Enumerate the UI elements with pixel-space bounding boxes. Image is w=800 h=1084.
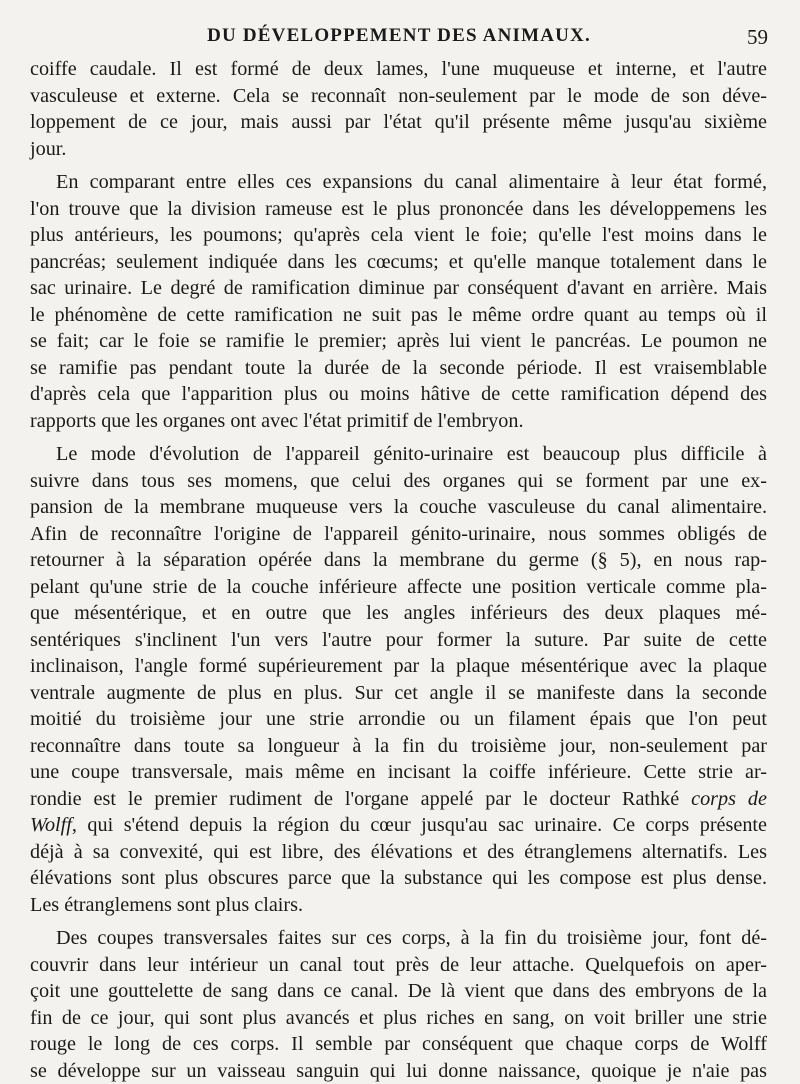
running-title: DU DÉVELOPPEMENT DES ANIMAUX.	[30, 25, 768, 47]
page-header	[30, 25, 768, 55]
text-line: élévations sont plus obscures parce que la substance qui les compose est plus dense.	[30, 865, 767, 892]
italic-term: Wolff	[30, 814, 72, 836]
text-line: une coupe transversale, mais même en incisant la coiffe inférieure. Cette strie ar-	[30, 759, 767, 786]
text-fragment: , qui s'étend depuis la région du cœur jusqu'au sac urinaire. Ce corps présente	[72, 814, 767, 836]
text-line: se développe sur un vaisseau sanguin qui lui donne naissance, quoique je n'aie pas	[30, 1058, 767, 1084]
text-line: retourner à la séparation opérée dans la membrane du germe (§ 5), en nous rap-	[30, 547, 767, 574]
text-fragment: rondie est le premier rudiment de l'organe appelé par le docteur Rathké	[30, 788, 691, 810]
paragraph-4	[30, 925, 767, 1084]
text-line: inclinaison, l'angle formé supérieurement par la plaque mésentérique avec la plaque	[30, 653, 767, 680]
text-line: jour.	[30, 136, 767, 163]
text-line: En comparant entre elles ces expansions du canal alimentaire à leur état formé,	[30, 169, 767, 196]
text-line: çoit une gouttelette de sang dans ce canal. De là vient que dans des embryons de la	[30, 978, 767, 1005]
text-line: pansion de la membrane muqueuse vers la couche vasculeuse du canal alimentaire.	[30, 494, 767, 521]
text-line: pelant qu'une strie de la couche inférieure affecte une position verticale comme pla-	[30, 574, 767, 601]
text-line: d'après cela que l'apparition plus ou moins hâtive de cette ramification dépend des	[30, 381, 767, 408]
text-line: se ramifie pas pendant toute la durée de la seconde période. Il est vraisemblable	[30, 355, 767, 382]
text-line: moitié du troisième jour une strie arrondie ou un filament épais que l'on peut	[30, 706, 767, 733]
text-line: l'on trouve que la division rameuse est le plus prononcée dans les développemens les	[30, 196, 767, 223]
text-line: fin de ce jour, qui sont plus avancés et plus riches en sang, on voit briller une strie	[30, 1005, 767, 1032]
text-line: rouge le long de ces corps. Il semble par conséquent que chaque corps de Wolff	[30, 1031, 767, 1058]
text-line: plus antérieurs, les poumons; qu'après cela vient le foie; qu'elle l'est moins dans le	[30, 222, 767, 249]
text-line: couvrir dans leur intérieur un canal tout près de leur attache. Quelquefois on aper-	[30, 952, 767, 979]
page-number: 59	[747, 25, 768, 50]
text-line: Les étranglemens sont plus clairs.	[30, 892, 767, 919]
text-line: sac urinaire. Le degré de ramification diminue par conséquent d'avant en arrière. Mais	[30, 275, 767, 302]
text-line: sentériques s'inclinent l'un vers l'autre pour former la suture. Par suite de cette	[30, 627, 767, 654]
text-line: le phénomène de cette ramification ne suit pas le même ordre quant au temps où il	[30, 302, 767, 329]
text-line: coiffe caudale. Il est formé de deux lames, l'une muqueuse et interne, et l'autre	[30, 56, 767, 83]
text-line: Le mode d'évolution de l'appareil génito-urinaire est beaucoup plus difficile à	[30, 441, 767, 468]
text-line: Des coupes transversales faites sur ces corps, à la fin du troisième jour, font dé-	[30, 925, 767, 952]
text-line: se fait; car le foie se ramifie le premier; après lui vient le pancréas. Le poumon ne	[30, 328, 767, 355]
text-line: que mésentérique, et en outre que les angles inférieurs des deux plaques mé-	[30, 600, 767, 627]
page-body	[30, 56, 767, 1084]
text-line: loppement de ce jour, mais aussi par l'état qu'il présente même jusqu'au sixième	[30, 109, 767, 136]
paragraph-3	[30, 441, 767, 918]
text-line	[30, 786, 767, 813]
text-line: ventrale augmente de plus en plus. Sur cet angle il se manifeste dans la seconde	[30, 680, 767, 707]
text-line: déjà à sa convexité, qui est libre, des élévations et des étranglemens alternatifs. Les	[30, 839, 767, 866]
text-line: rapports que les organes ont avec l'état primitif de l'embryon.	[30, 408, 767, 435]
text-line: vasculeuse et externe. Cela se reconnaît non-seulement par le mode de son déve-	[30, 83, 767, 110]
text-line: reconnaître dans toute sa longueur à la fin du troisième jour, non-seulement par	[30, 733, 767, 760]
text-line: Afin de reconnaître l'origine de l'appareil génito-urinaire, nous sommes obligés de	[30, 521, 767, 548]
text-line	[30, 812, 767, 839]
paragraph-1	[30, 56, 767, 162]
italic-term: corps de	[691, 788, 767, 810]
text-line: suivre dans tous ses momens, que celui des organes qui se forment par une ex-	[30, 468, 767, 495]
paragraph-2	[30, 169, 767, 434]
text-line: pancréas; seulement indiquée dans les cœcums; et qu'elle manque totalement dans le	[30, 249, 767, 276]
